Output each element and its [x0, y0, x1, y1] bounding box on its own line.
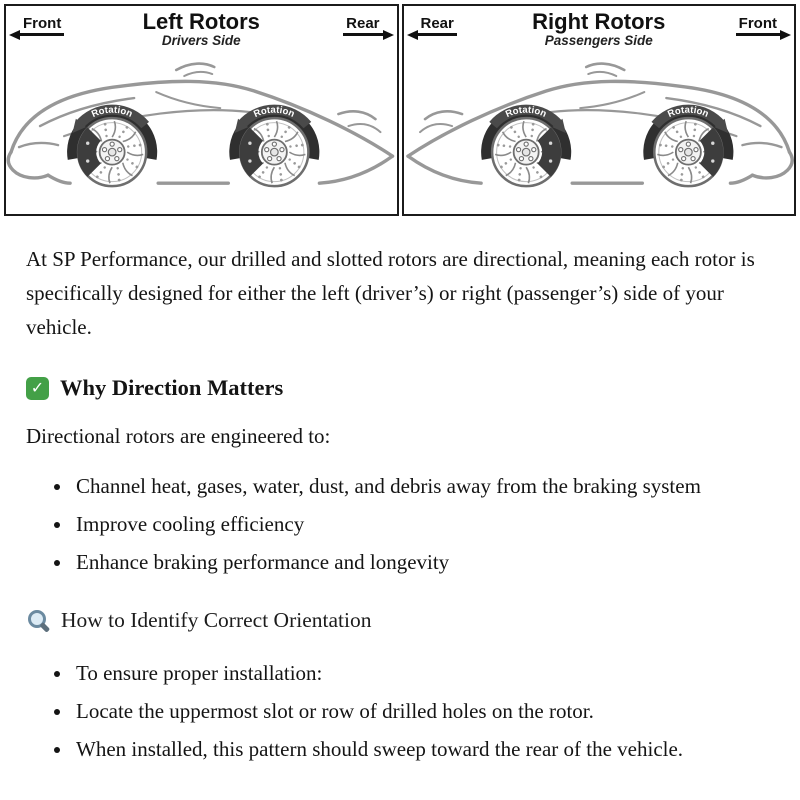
- check-emoji-icon: [26, 377, 49, 400]
- front-direction-label: [736, 15, 780, 36]
- list-item: • Improve cooling efficiency: [73, 507, 764, 541]
- panel-subtitle: Passengers Side: [544, 33, 653, 49]
- right-rotors-panel: [402, 4, 797, 216]
- section-heading-why-direction-matters: [26, 370, 764, 406]
- intro-paragraph: At SP Performance, our drilled and slotted rotors are directional, meaning each rotor is specifically designed for either the left (driver’s) or right (passenger’s) side of your vehicle.: [26, 247, 755, 340]
- car-graphic-mirrored: [408, 64, 792, 187]
- magnifier-handle: [40, 622, 50, 632]
- section2-bullet-list: [26, 656, 764, 766]
- direction-text: Front: [738, 15, 777, 32]
- magnifier-emoji-icon: [26, 608, 50, 632]
- heading-text: Why Direction Matters: [60, 375, 284, 401]
- rotor-direction-diagram: [0, 0, 800, 216]
- list-item: • Channel heat, gases, water, dust, and debris away from the braking system: [73, 469, 764, 503]
- list-item: • When installed, this pattern should sweep toward the rear of the vehicle.: [73, 732, 764, 766]
- direction-text: Rear: [420, 15, 454, 32]
- front-direction-label: [20, 15, 64, 36]
- panel-title: Left Rotors: [142, 9, 260, 34]
- direction-text: Rear: [346, 15, 380, 32]
- rotation-label: Rotation: [89, 104, 135, 120]
- left-rotors-panel: [4, 4, 399, 216]
- rear-direction-label: [343, 15, 382, 36]
- section1-lead: Directional rotors are engineered to:: [26, 423, 331, 448]
- heading-text: How to Identify Correct Orientation: [61, 607, 372, 632]
- section-heading-identify-orientation: [26, 603, 764, 638]
- article-content: [0, 216, 800, 765]
- check-glyph: ✓: [30, 378, 45, 398]
- panel-title: Right Rotors: [532, 9, 666, 34]
- left-rotors-illustration: [6, 52, 397, 214]
- rotation-label: Rotation: [503, 104, 549, 120]
- right-panel-header: [404, 6, 795, 52]
- right-arrow-icon: [383, 30, 394, 40]
- section1-bullet-list: [26, 469, 764, 579]
- left-panel-titles: [6, 6, 397, 48]
- car-graphic: [8, 64, 392, 187]
- right-arrow-icon: [780, 30, 791, 40]
- list-item: • Enhance braking performance and longevity: [73, 545, 764, 579]
- direction-text: Front: [23, 15, 62, 32]
- rear-direction-label: [418, 15, 457, 36]
- list-item: • To ensure proper installation:: [73, 656, 764, 690]
- left-arrow-icon: [407, 30, 418, 40]
- panel-subtitle: Drivers Side: [161, 33, 241, 49]
- right-rotors-illustration: [404, 52, 795, 214]
- list-item: • Locate the uppermost slot or row of drilled holes on the rotor.: [73, 694, 764, 728]
- rotation-label: Rotation: [251, 104, 297, 120]
- left-panel-header: [6, 6, 397, 52]
- left-arrow-icon: [9, 30, 20, 40]
- rotation-label: Rotation: [665, 104, 711, 120]
